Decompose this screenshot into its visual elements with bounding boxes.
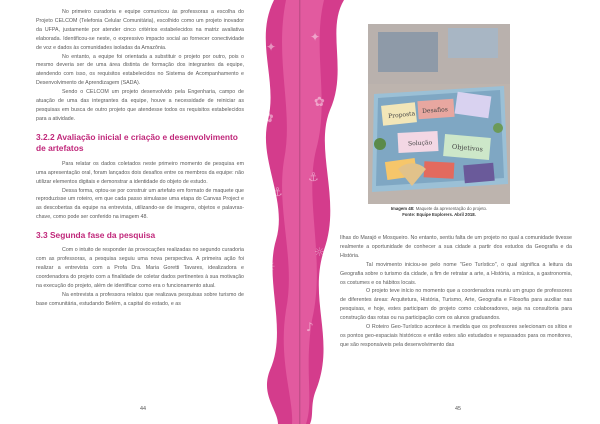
maquete-illustration — [368, 24, 510, 204]
section-heading: 3.3 Segunda fase da pesquisa — [36, 230, 156, 241]
book-gutter — [299, 0, 301, 424]
paragraph: No primeiro curadoria e equipe comunicou às professoras a escolha do Projeto CELCOM (Telefonia Celular Comunitária), escolhido como um projeto inovador da UFPA, justamente por atender cinco critérios estabelecidos na matriz avaliativa elaborada. Identificou-se neste, o expressivo impacto social ao fornecer conectividade de voz e dados às comunidades isoladas da Amazônia. — [36, 9, 244, 51]
paragraph: Sendo o CELCOM um projeto desenvolvido pela Engenharia, campo de atuação de uma das integrantes da equipe, houve a necessidade de reiniciar as pesquisas em busca de outro projeto que atendesse todos os requisitos estabelecidos para a atividade. — [36, 89, 244, 122]
caption-label: Imagem 48: — [390, 206, 415, 211]
paragraph: Tal movimento iniciou-se pelo nome "Geo Turístico", o qual significa a leitura da Geografia sobre o turismo da cidade, a fim de retratar a arte, a História, a música, a gastronomia, os costumes e os hábitos locais. — [340, 261, 572, 286]
paragraph: Com o intuito de responder às provocações realizadas no segundo curadoria com as professoras, a pesquisa seguiu uma nova perspectiva. A primeira ação foi realizar a entrevista com a Profa Dra. Maria Goretti Tavares, idealizadora e coordenadora do projeto com a finalidade de coletar dados pertinentes à sua motivação na execução do projeto, além de identificar como era o funcionamento atual. — [36, 247, 244, 289]
paragraph: Na entrevista a professora relatou que realizava pesquisas sobre turismo de base comunitária, estudando Belém, a capital do estado, e as — [36, 291, 244, 307]
flower-icon: ✿ — [262, 110, 274, 126]
right-page-text — [340, 234, 572, 350]
sun-icon: ☼ — [264, 260, 276, 275]
paragraph: Ilhas do Marajó e Mosqueiro. No entanto, sentiu falta de um projeto no qual a comunidade tivesse realmente a oportunidade de conhecer a sua cidade a partir dos estudos da Geografia e da História. — [340, 235, 572, 259]
paragraph: Dessa forma, optou-se por construir um artefato em formato de maquete que reproduzisse um roteiro, em que cada passo simulasse uma etapa do Canvas Project e as descobertas da equipe na entrevista, utilizando-se de imagens, objetos e palavras-chave, como pode ser conferido na imagem 48. — [36, 187, 244, 221]
card-label: Solução — [407, 139, 433, 148]
page-number: 44 — [140, 406, 146, 412]
paragraph: O projeto teve início no momento que a coordenadora reuniu um grupo de professores de diferentes áreas: Arquitetura, História, Turismo, Arte, Geografia e Filosofia para auxiliar nas pesquisas, e hoje, estes participam do projeto como colaboradores, seja na consultoria para construção das rotas ou na participação com os alunos graduandos. — [340, 288, 572, 322]
anchor-icon: ⚓ — [308, 170, 319, 184]
paragraph: No entanto, a equipe foi orientada a substituir o projeto por outro, pois o mesmo deveria ser de uma área distinta de formação dos integrantes da equipe, atendendo com isso, os requisitos estabelecidos no Sistema de Acompanhamento e Desenvolvimento de Aprendizagem (SADA). — [36, 53, 244, 87]
paragraph: Para relatar os dados coletados neste primeiro momento de pesquisa em uma apresentação oral, foram lançados dois desafios entre os membros da equipe: não utilizar elementos digitais e demonstrar a identidade do objeto de estudo. — [36, 160, 244, 185]
caption-text: Maquete da apresentação do projeto. — [415, 206, 488, 211]
star-icon: ✦ — [310, 30, 321, 44]
caption-source: Fonte: Equipe Explorers. Abril 2018. — [402, 212, 476, 217]
figure-photo — [368, 24, 510, 204]
left-decorative-border — [248, 0, 300, 424]
right-decorative-border — [300, 0, 362, 424]
figure-caption — [368, 206, 510, 218]
music-note-icon: ♪ — [270, 335, 278, 349]
anchor-icon: ⚓ — [272, 185, 283, 199]
left-page-text — [36, 8, 244, 308]
section-heading: 3.2.2 Avaliação inicial e criação e desenvolvimento de artefatos — [36, 131, 238, 153]
star-icon: ✦ — [266, 40, 277, 54]
paragraph: O Roteiro Geo-Turístico acontece à medida que os professores selecionam os sítios e os pontos geo-espaciais históricos e então estes são estudados e repassados para os monitores, que são responsáveis pela desenvolvimento das — [340, 324, 572, 348]
flower-icon: ✿ — [314, 95, 325, 110]
card-label: Objetivos — [451, 142, 484, 154]
sun-icon: ☼ — [314, 245, 325, 259]
card-label: Desafios — [421, 106, 449, 115]
card-label: Proposta — [387, 110, 416, 121]
page-number: 45 — [455, 406, 461, 412]
music-note-icon: ♪ — [306, 320, 314, 334]
